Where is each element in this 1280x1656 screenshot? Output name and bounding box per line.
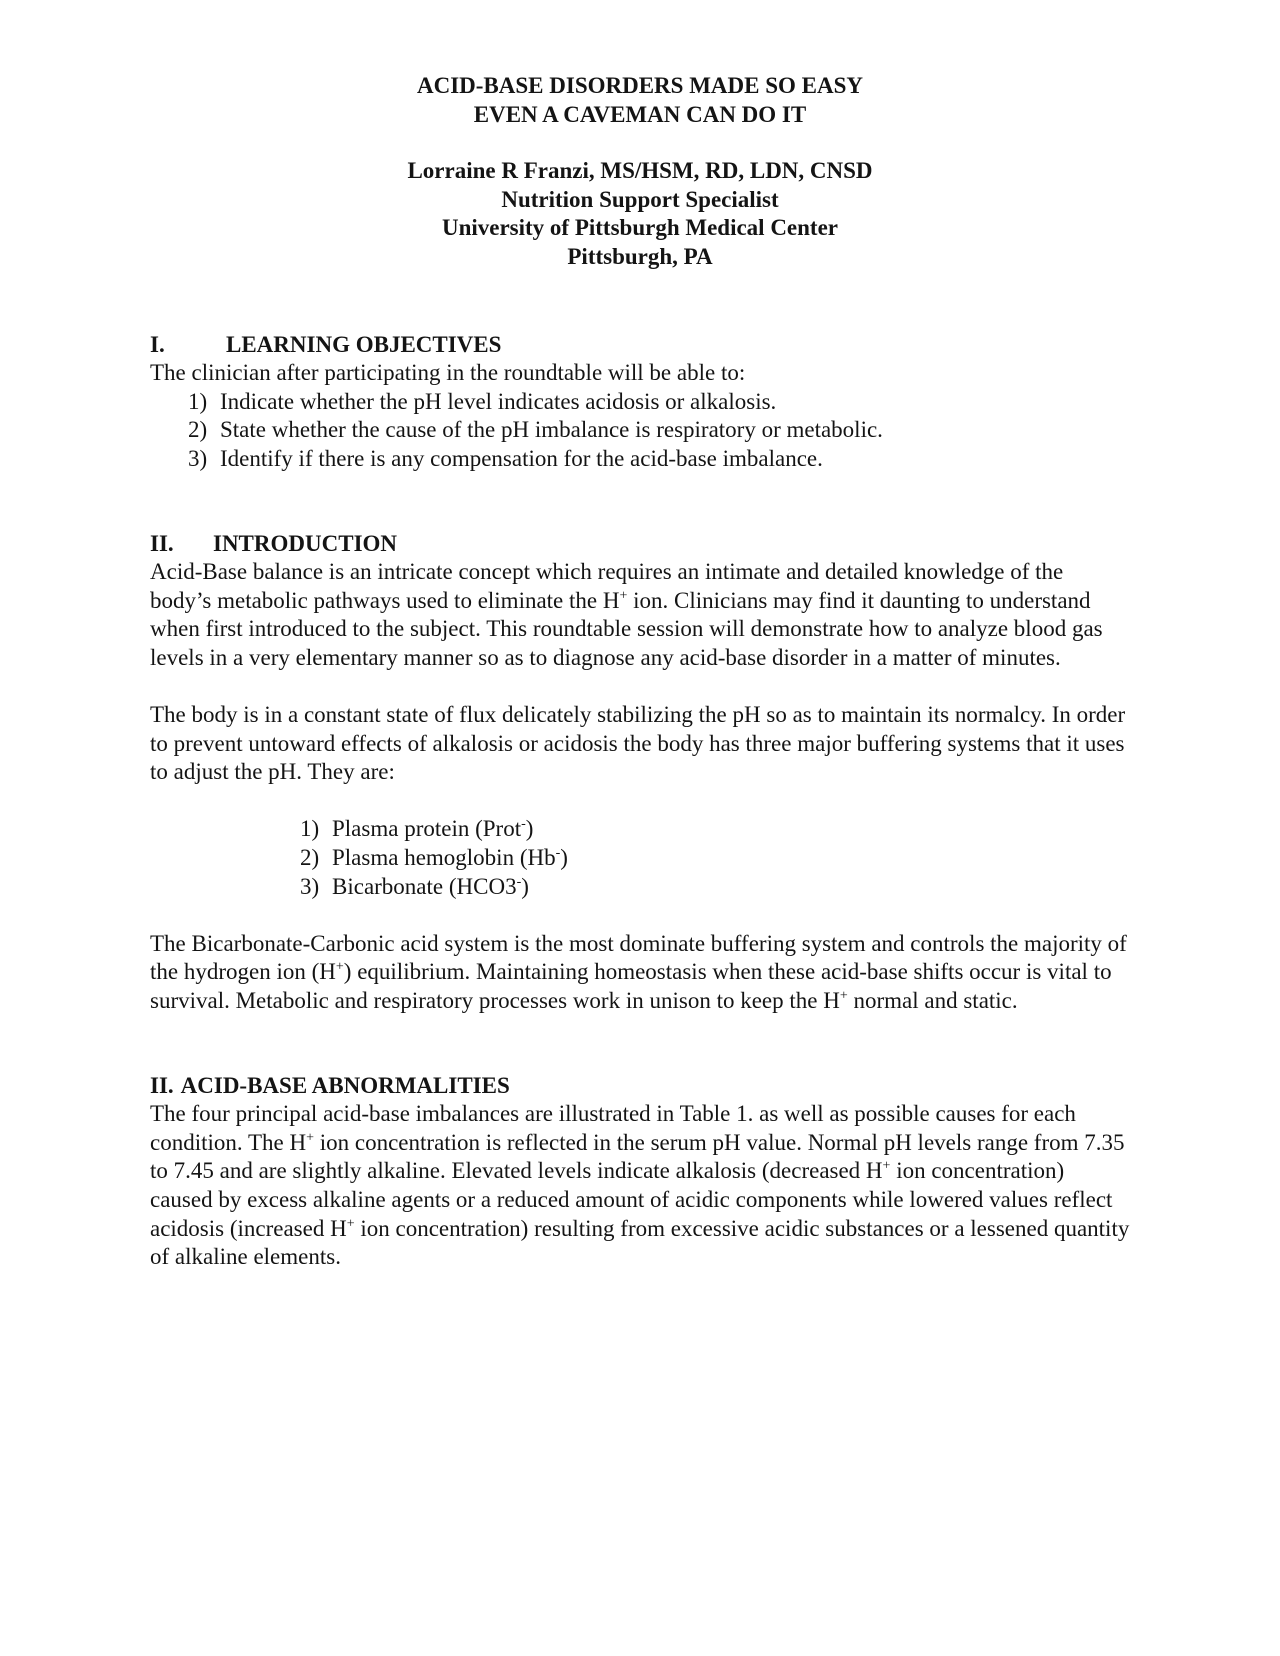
- list-item: [300, 873, 1130, 902]
- author-location: Pittsburgh, PA: [567, 243, 713, 269]
- section-heading-learning-objectives: [150, 331, 1130, 360]
- text-run: ): [525, 816, 534, 842]
- superscript: +: [306, 1130, 314, 1146]
- section-title: LEARNING OBJECTIVES: [226, 331, 502, 357]
- objectives-list: [150, 388, 1130, 474]
- list-item-number: 2): [300, 845, 320, 871]
- author-name: Lorraine R Franzi, MS/HSM, RD, LDN, CNSD: [407, 158, 873, 184]
- text-run: normal and static.: [847, 988, 1018, 1014]
- superscript: +: [619, 588, 628, 604]
- superscript: -: [521, 816, 526, 832]
- section-heading-acid-base-abnormalities: [150, 1072, 1130, 1101]
- list-item-number: 1): [188, 388, 208, 414]
- list-item-number: 3): [300, 873, 320, 899]
- intro-paragraph-1: [150, 558, 1130, 672]
- list-item-text: [332, 873, 529, 902]
- text-run: Plasma protein (Prot: [332, 816, 522, 842]
- section-number: II.: [150, 530, 174, 556]
- text-run: ion. Clinicians may find it daunting to understand when first introduced to the subject. This roundtable session will demonstrate how to analyze blood gas levels in a very elementary manner so as to diagnose any acid-base disorder in a matter of minutes.: [150, 587, 1103, 670]
- superscript: +: [335, 959, 344, 975]
- section-number: II.: [150, 1072, 174, 1098]
- text-run: ion concentration is reflected in the serum pH value. Normal pH levels range from 7.35 to 7.45 and are slightly alkaline. Elevated levels indicate alkalosis (decreased H: [150, 1129, 1125, 1184]
- superscript: -: [516, 874, 522, 889]
- list-item-number: 2): [188, 417, 208, 443]
- text-run: The Bicarbonate-Carbonic acid system is the most dominate buffering system and controls the majority of the hydrogen ion (H: [150, 930, 1127, 985]
- superscript: +: [882, 1158, 891, 1174]
- superscript: +: [839, 988, 848, 1004]
- document-title: [150, 72, 1130, 129]
- section-title: ACID-BASE ABNORMALITIES: [180, 1072, 510, 1098]
- buffering-systems-list: [150, 815, 1130, 901]
- text-run: ) equilibrium. Maintaining homeostasis when these acid-base shifts occur is vital to survival. Metabolic and respiratory processes work in unison to keep the H: [150, 959, 1112, 1014]
- list-item: [300, 844, 1130, 873]
- section-number: I.: [150, 331, 165, 357]
- title-line-2: EVEN A CAVEMAN CAN DO IT: [473, 101, 807, 127]
- intro-paragraph-2: The body is in a constant state of flux delicately stabilizing the pH so as to maintain its normalcy. In order to prevent untoward effects of alkalosis or acidosis the body has three major buffering systems that it uses to adjust the pH. They are:: [150, 702, 1126, 785]
- text-run: ion concentration) resulting from excessive acidic substances or a lessened quantity of alkaline elements.: [150, 1215, 1130, 1270]
- list-item: [188, 445, 1130, 474]
- title-line-1: ACID-BASE DISORDERS MADE SO EASY: [416, 73, 864, 98]
- list-item-text: [332, 815, 533, 844]
- list-item-text: Identify if there is any compensation for the acid-base imbalance.: [220, 445, 823, 471]
- text-run: ion concentration) caused by excess alkaline agents or a reduced amount of acidic components while lowered values reflect acidosis (increased H: [150, 1158, 1113, 1241]
- list-item: [300, 815, 1130, 844]
- author-block: [150, 157, 1130, 271]
- list-item-text: Indicate whether the pH level indicates acidosis or alkalosis.: [220, 388, 777, 414]
- list-item-number: 3): [188, 445, 208, 471]
- text-run: Bicarbonate (HCO3: [332, 873, 517, 899]
- text-run: Plasma hemoglobin (Hb: [332, 845, 556, 871]
- text-run: Acid-Base balance is an intricate concept which requires an intimate and detailed knowledge of the body’s metabolic pathways used to eliminate the H: [150, 559, 1064, 613]
- list-item-number: 1): [300, 816, 320, 842]
- list-item: [188, 388, 1130, 417]
- list-item: [188, 416, 1130, 445]
- superscript: -: [555, 845, 561, 861]
- abnormalities-paragraph: [150, 1100, 1130, 1272]
- objectives-intro: The clinician after participating in the roundtable will be able to:: [150, 360, 746, 386]
- author-role: Nutrition Support Specialist: [501, 186, 779, 212]
- text-run: ): [521, 873, 529, 899]
- superscript: +: [346, 1215, 355, 1231]
- text-run: The four principal acid-base imbalances are illustrated in Table 1. as well as possible causes for each condition. The H: [150, 1101, 1076, 1155]
- author-institution: University of Pittsburgh Medical Center: [441, 215, 839, 241]
- section-title: INTRODUCTION: [213, 530, 398, 556]
- list-item-text: State whether the cause of the pH imbalance is respiratory or metabolic.: [220, 417, 883, 443]
- section-heading-introduction: [150, 530, 1130, 559]
- intro-paragraph-3: [150, 930, 1130, 1016]
- text-run: ): [560, 845, 568, 871]
- list-item-text: [332, 844, 568, 873]
